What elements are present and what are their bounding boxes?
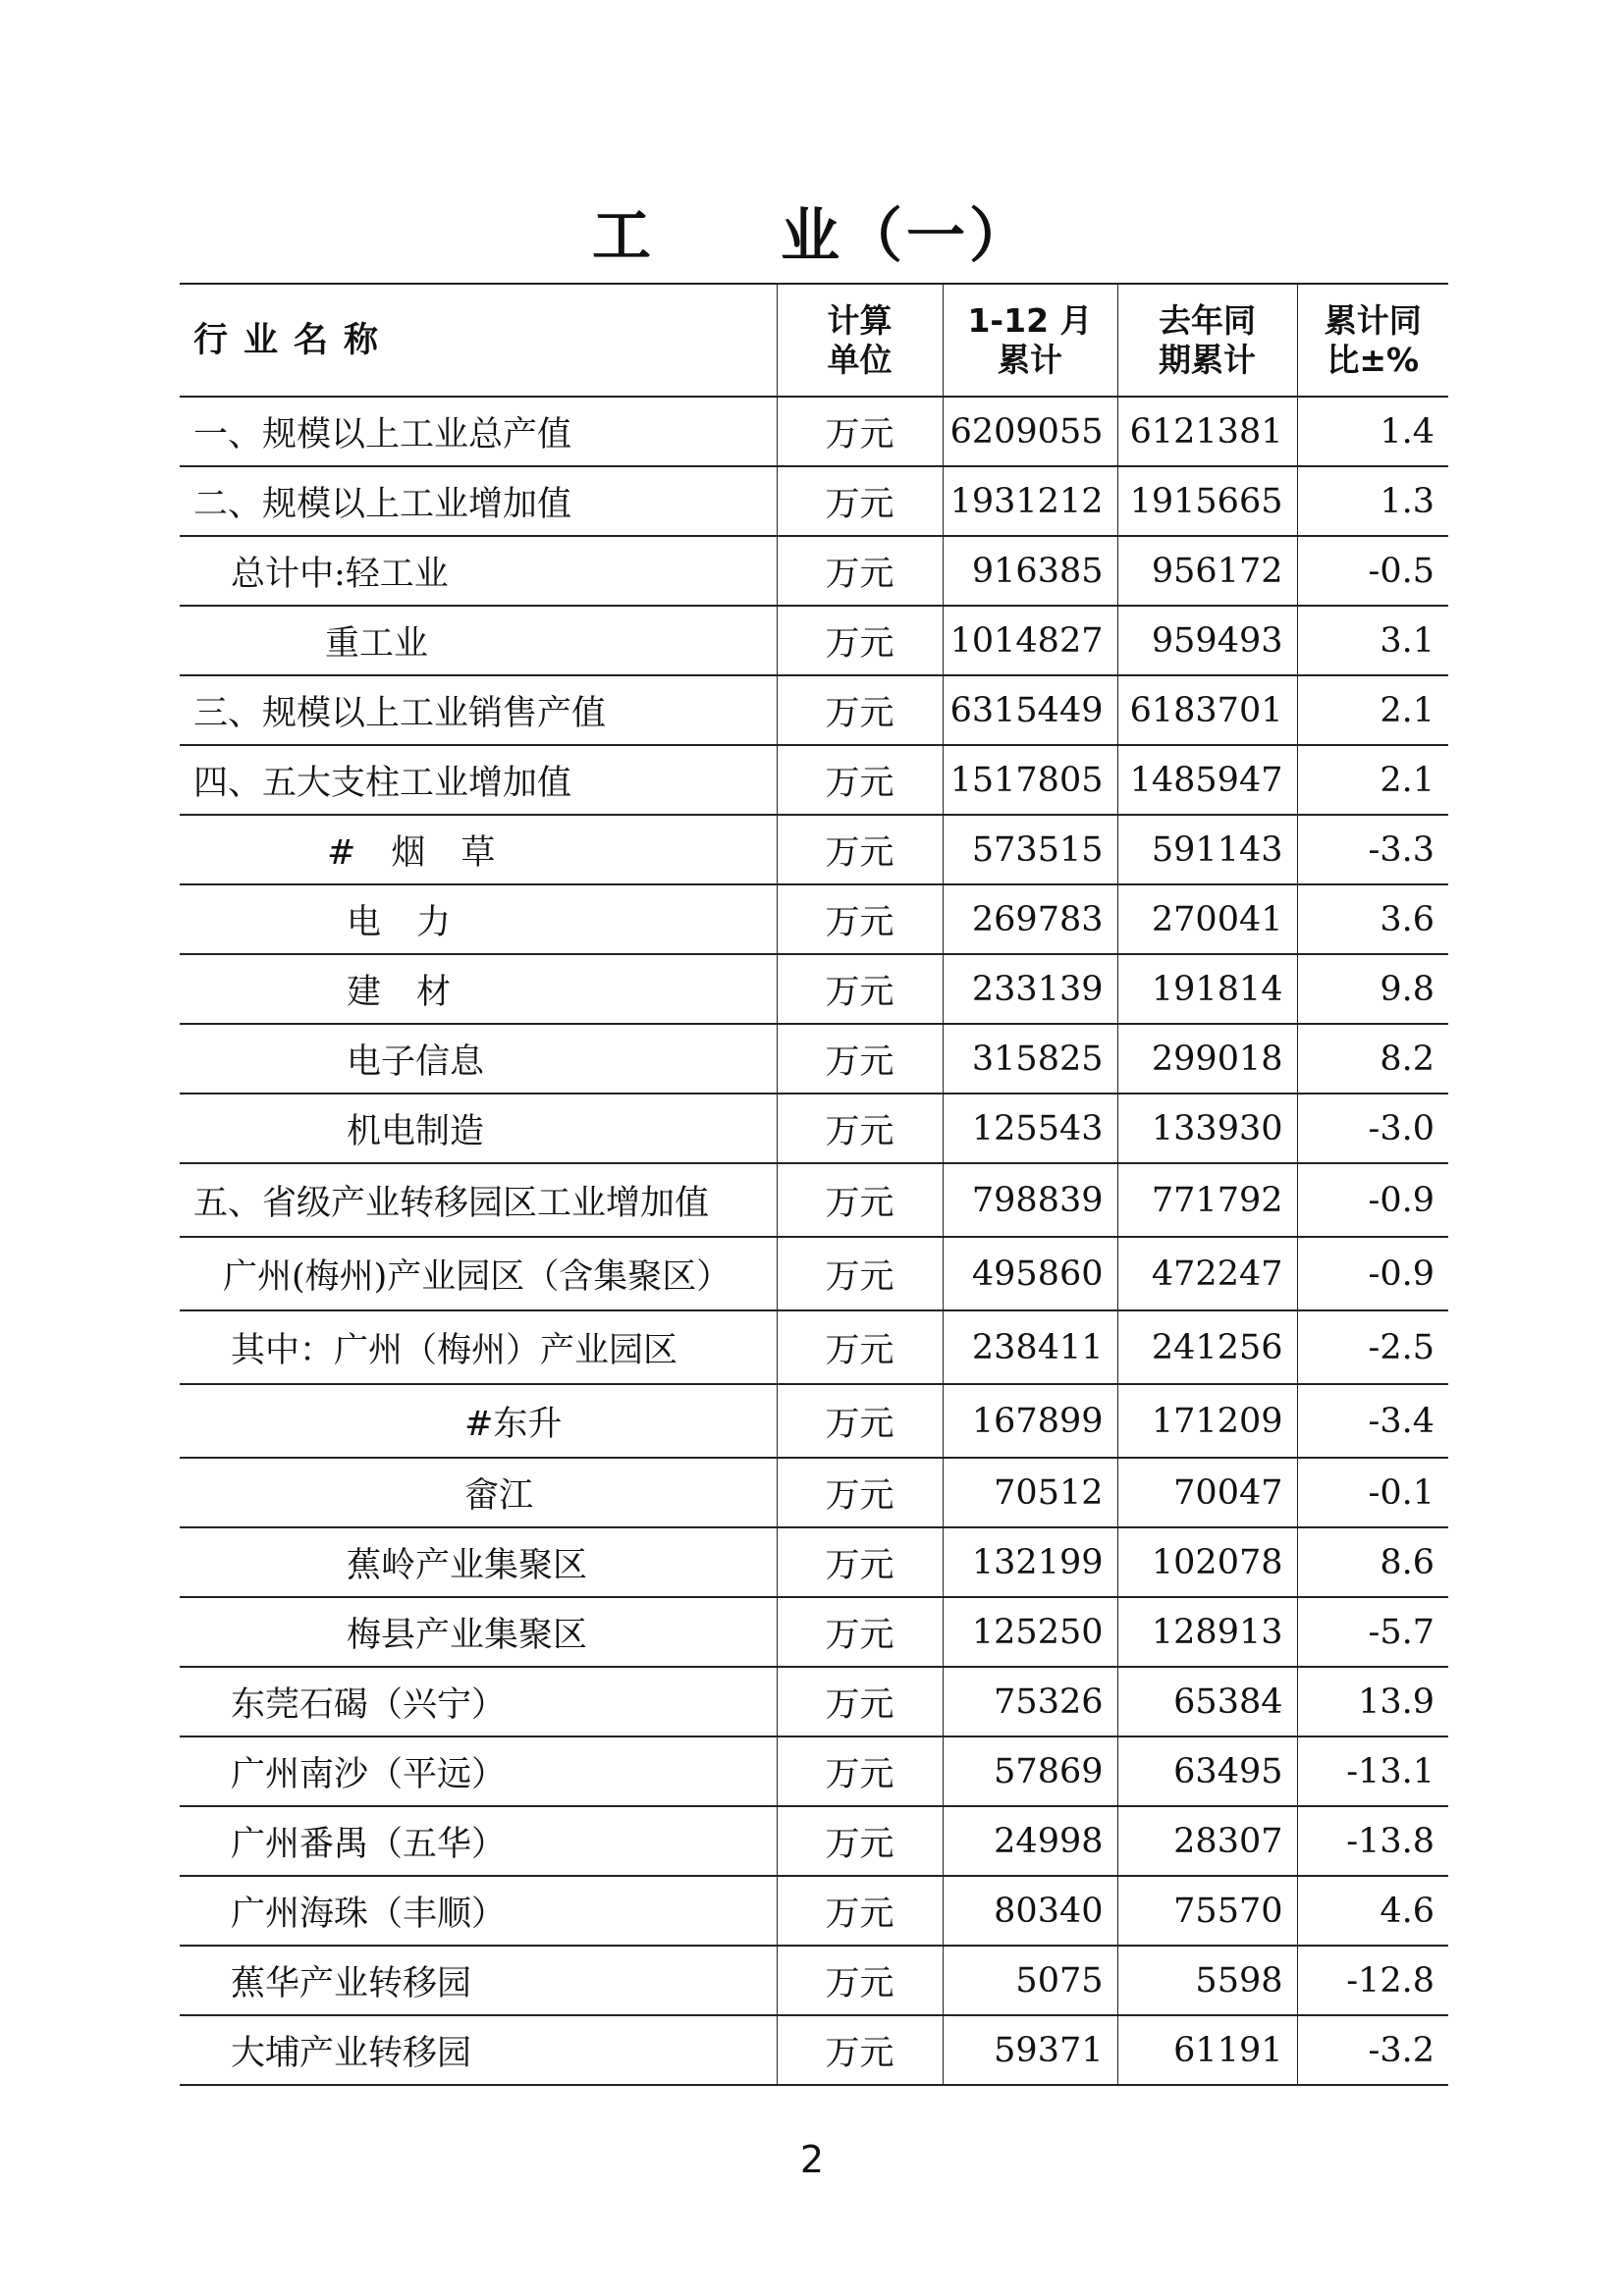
- row-unit: 万元: [777, 815, 943, 884]
- row-change: -2.5: [1297, 1310, 1448, 1384]
- header-previous-line1: 去年同: [1159, 300, 1256, 340]
- table-header-row: [180, 284, 1448, 397]
- row-name: 总计中:轻工业: [180, 536, 777, 606]
- row-change: 9.8: [1297, 954, 1448, 1024]
- table-row: [180, 745, 1448, 815]
- row-name: 梅县产业集聚区: [180, 1597, 777, 1667]
- row-change: 13.9: [1297, 1667, 1448, 1736]
- row-current: 167899: [943, 1384, 1117, 1458]
- row-previous: 133930: [1117, 1094, 1297, 1163]
- row-current: 132199: [943, 1527, 1117, 1597]
- row-current: 24998: [943, 1806, 1117, 1876]
- row-unit: 万元: [777, 884, 943, 954]
- row-unit: 万元: [777, 1163, 943, 1237]
- row-change: 2.1: [1297, 675, 1448, 745]
- row-unit: 万元: [777, 1384, 943, 1458]
- row-previous: 959493: [1117, 606, 1297, 675]
- row-current: 125543: [943, 1094, 1117, 1163]
- table-row: [180, 1876, 1448, 1946]
- table-row: [180, 536, 1448, 606]
- row-unit: 万元: [777, 1946, 943, 2015]
- header-unit: [777, 284, 943, 397]
- row-name: 其中：广州（梅州）产业园区: [180, 1310, 777, 1384]
- row-current: 1517805: [943, 745, 1117, 815]
- header-current-line1: 1-12 月: [967, 300, 1093, 340]
- row-name: 大埔产业转移园: [180, 2015, 777, 2085]
- row-change: -12.8: [1297, 1946, 1448, 2015]
- row-current: 495860: [943, 1237, 1117, 1310]
- row-previous: 61191: [1117, 2015, 1297, 2085]
- table-row: [180, 675, 1448, 745]
- row-previous: 6183701: [1117, 675, 1297, 745]
- table-row: [180, 2015, 1448, 2085]
- row-current: 315825: [943, 1024, 1117, 1094]
- row-name: 三、规模以上工业销售产值: [180, 675, 777, 745]
- row-change: 3.1: [1297, 606, 1448, 675]
- row-previous: 771792: [1117, 1163, 1297, 1237]
- table-row: [180, 1024, 1448, 1094]
- row-unit: 万元: [777, 675, 943, 745]
- header-current-line2: 累计: [998, 340, 1062, 379]
- row-previous: 28307: [1117, 1806, 1297, 1876]
- row-change: -3.4: [1297, 1384, 1448, 1458]
- row-previous: 6121381: [1117, 397, 1297, 466]
- row-current: 798839: [943, 1163, 1117, 1237]
- row-previous: 70047: [1117, 1458, 1297, 1527]
- row-current: 269783: [943, 884, 1117, 954]
- row-current: 1931212: [943, 466, 1117, 536]
- row-current: 6209055: [943, 397, 1117, 466]
- header-yoy-change: [1297, 284, 1448, 397]
- row-unit: 万元: [777, 397, 943, 466]
- table-row: [180, 1597, 1448, 1667]
- row-current: 57869: [943, 1736, 1117, 1806]
- row-name: 广州番禺（五华）: [180, 1806, 777, 1876]
- row-unit: 万元: [777, 1310, 943, 1384]
- table-row: [180, 1667, 1448, 1736]
- row-current: 573515: [943, 815, 1117, 884]
- row-unit: 万元: [777, 1667, 943, 1736]
- row-previous: 956172: [1117, 536, 1297, 606]
- table-row: [180, 1736, 1448, 1806]
- table-row: [180, 1163, 1448, 1237]
- row-previous: 191814: [1117, 954, 1297, 1024]
- row-previous: 5598: [1117, 1946, 1297, 2015]
- row-name: 机电制造: [180, 1094, 777, 1163]
- row-previous: 472247: [1117, 1237, 1297, 1310]
- row-current: 1014827: [943, 606, 1117, 675]
- header-industry-name: 行业名称: [180, 284, 777, 397]
- row-previous: 171209: [1117, 1384, 1297, 1458]
- row-unit: 万元: [777, 954, 943, 1024]
- row-change: 4.6: [1297, 1876, 1448, 1946]
- table-row: [180, 1458, 1448, 1527]
- table-row: [180, 815, 1448, 884]
- row-previous: 591143: [1117, 815, 1297, 884]
- header-change-line1: 累计同: [1324, 300, 1422, 340]
- row-previous: 1485947: [1117, 745, 1297, 815]
- row-name: 广州海珠（丰顺）: [180, 1876, 777, 1946]
- row-name: 一、规模以上工业总产值: [180, 397, 777, 466]
- row-change: 8.2: [1297, 1024, 1448, 1094]
- row-previous: 1915665: [1117, 466, 1297, 536]
- row-change: -3.3: [1297, 815, 1448, 884]
- row-current: 916385: [943, 536, 1117, 606]
- row-change: -3.0: [1297, 1094, 1448, 1163]
- row-unit: 万元: [777, 2015, 943, 2085]
- table-row: [180, 466, 1448, 536]
- row-name: 东莞石碣（兴宁）: [180, 1667, 777, 1736]
- row-name: 广州南沙（平远）: [180, 1736, 777, 1806]
- row-change: 3.6: [1297, 884, 1448, 954]
- header-change-line2: 比±%: [1326, 340, 1420, 379]
- row-name: 蕉岭产业集聚区: [180, 1527, 777, 1597]
- row-change: -0.5: [1297, 536, 1448, 606]
- row-previous: 241256: [1117, 1310, 1297, 1384]
- table-row: [180, 884, 1448, 954]
- page-number: 2: [799, 2138, 825, 2181]
- table-row: [180, 1946, 1448, 2015]
- row-current: 59371: [943, 2015, 1117, 2085]
- row-name: 蕉华产业转移园: [180, 1946, 777, 2015]
- row-unit: 万元: [777, 1736, 943, 1806]
- header-previous-line2: 期累计: [1159, 340, 1256, 379]
- table-row: [180, 1310, 1448, 1384]
- row-previous: 270041: [1117, 884, 1297, 954]
- row-current: 125250: [943, 1597, 1117, 1667]
- row-name: #东升: [180, 1384, 777, 1458]
- row-name: 电子信息: [180, 1024, 777, 1094]
- row-previous: 63495: [1117, 1736, 1297, 1806]
- row-current: 5075: [943, 1946, 1117, 2015]
- table-row: [180, 1094, 1448, 1163]
- row-current: 75326: [943, 1667, 1117, 1736]
- table-row: [180, 1384, 1448, 1458]
- row-current: 233139: [943, 954, 1117, 1024]
- row-current: 6315449: [943, 675, 1117, 745]
- table-row: [180, 1806, 1448, 1876]
- row-unit: 万元: [777, 1527, 943, 1597]
- industry-stats-table: [180, 283, 1448, 2086]
- row-unit: 万元: [777, 1806, 943, 1876]
- row-unit: 万元: [777, 1458, 943, 1527]
- header-previous-cumulative: [1117, 284, 1297, 397]
- row-change: 8.6: [1297, 1527, 1448, 1597]
- row-current: 80340: [943, 1876, 1117, 1946]
- header-current-cumulative: [943, 284, 1117, 397]
- row-name: 建材: [180, 954, 777, 1024]
- row-name: 五、省级产业转移园区工业增加值: [180, 1163, 777, 1237]
- table-row: [180, 606, 1448, 675]
- row-unit: 万元: [777, 1237, 943, 1310]
- header-unit-line1: 计算: [827, 300, 893, 340]
- row-current: 238411: [943, 1310, 1117, 1384]
- row-change: -13.1: [1297, 1736, 1448, 1806]
- header-unit-line2: 单位: [827, 340, 893, 379]
- row-change: -13.8: [1297, 1806, 1448, 1876]
- row-previous: 65384: [1117, 1667, 1297, 1736]
- row-previous: 75570: [1117, 1876, 1297, 1946]
- row-previous: 102078: [1117, 1527, 1297, 1597]
- row-unit: 万元: [777, 1094, 943, 1163]
- row-name: 广州(梅州)产业园区（含集聚区）: [180, 1237, 777, 1310]
- row-change: 2.1: [1297, 745, 1448, 815]
- row-unit: 万元: [777, 1024, 943, 1094]
- row-change: -3.2: [1297, 2015, 1448, 2085]
- row-change: 1.3: [1297, 466, 1448, 536]
- row-change: 1.4: [1297, 397, 1448, 466]
- row-previous: 128913: [1117, 1597, 1297, 1667]
- row-unit: 万元: [777, 466, 943, 536]
- row-change: -0.9: [1297, 1163, 1448, 1237]
- table-row: [180, 954, 1448, 1024]
- row-unit: 万元: [777, 1597, 943, 1667]
- row-unit: 万元: [777, 536, 943, 606]
- row-name: 二、规模以上工业增加值: [180, 466, 777, 536]
- row-current: 70512: [943, 1458, 1117, 1527]
- row-change: -5.7: [1297, 1597, 1448, 1667]
- table-row: [180, 1237, 1448, 1310]
- row-name: 畲江: [180, 1458, 777, 1527]
- row-unit: 万元: [777, 606, 943, 675]
- row-unit: 万元: [777, 1876, 943, 1946]
- table-row: [180, 397, 1448, 466]
- row-change: -0.9: [1297, 1237, 1448, 1310]
- row-previous: 299018: [1117, 1024, 1297, 1094]
- row-unit: 万元: [777, 745, 943, 815]
- row-name: 四、五大支柱工业增加值: [180, 745, 777, 815]
- page-title: 工 业（一）: [592, 202, 1032, 271]
- row-name: 电力: [180, 884, 777, 954]
- row-name: #烟草: [180, 815, 777, 884]
- row-change: -0.1: [1297, 1458, 1448, 1527]
- row-name: 重工业: [180, 606, 777, 675]
- table-row: [180, 1527, 1448, 1597]
